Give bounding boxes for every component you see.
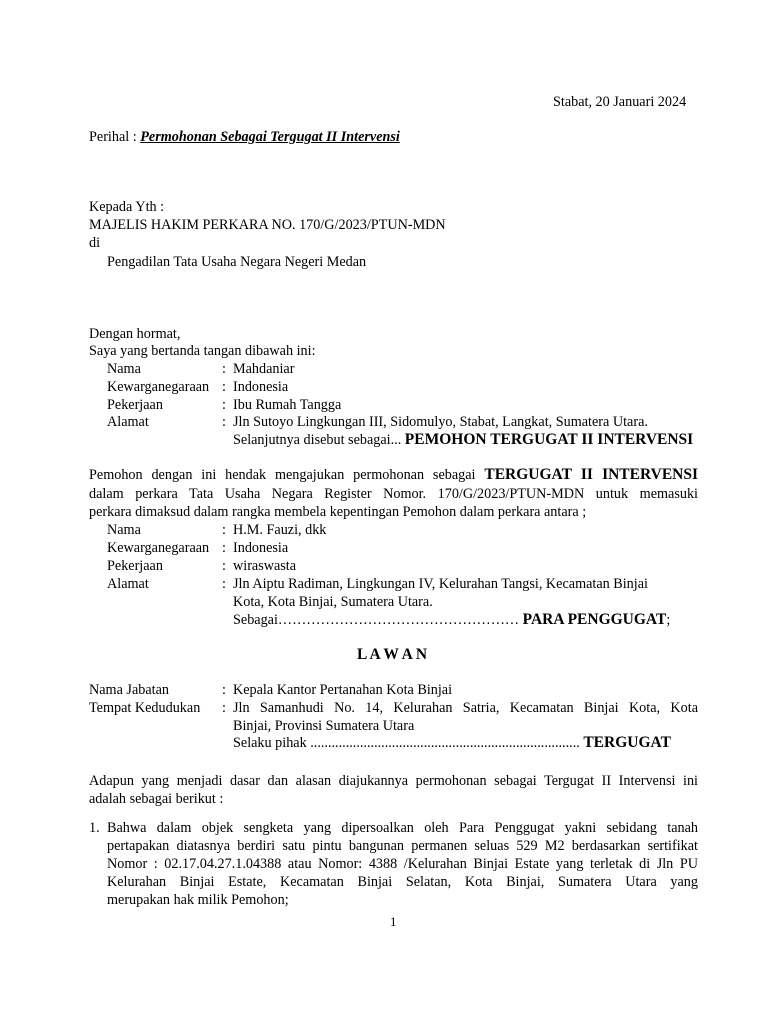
- plaintiff-nama-label: Nama: [107, 522, 141, 538]
- perihal-subject: Permohonan Sebagai Tergugat II Intervensi: [140, 129, 400, 145]
- para2-line-2: adalah sebagai berikut :: [89, 791, 224, 807]
- colon: :: [222, 540, 226, 556]
- addressee-line-1: Kepada Yth :: [89, 199, 165, 215]
- applicant-designation-prefix: Selanjutnya disebut sebagai...: [233, 432, 402, 448]
- perihal-label: Perihal :: [89, 129, 137, 145]
- colon: :: [222, 558, 226, 574]
- point1-number: 1.: [89, 820, 100, 836]
- defendant-designation-line: [233, 734, 671, 752]
- defendant-designation-prefix: Selaku pihak ............................................................................: [233, 735, 580, 751]
- para1-line-1: [89, 466, 698, 484]
- addressee-line-3: di: [89, 235, 101, 251]
- applicant-al-value: Jln Sutoyo Lingkungan III, Sidomulyo, Stabat, Langkat, Sumatera Utara.: [233, 414, 648, 430]
- colon: :: [222, 379, 226, 395]
- addressee-line-4: Pengadilan Tata Usaha Negara Negeri Medan: [107, 254, 367, 270]
- defendant-jabatan-value: Kepala Kantor Pertanahan Kota Binjai: [233, 682, 453, 698]
- plaintiff-al-label: Alamat: [107, 576, 149, 592]
- applicant-nama-value: Mahdaniar: [233, 361, 295, 377]
- date-line: Stabat, 20 Januari 2024: [553, 94, 687, 110]
- defendant-tempat-value-1: Jln Samanhudi No. 14, Kelurahan Satria, Kecamatan Binjai Kota, Kota: [233, 700, 698, 716]
- point1-line-3: Nomor : 02.17.04.27.1.04388 atau Nomor: 4388 /Kelurahan Binjai Estate yang terletak di Jln PU: [107, 856, 698, 872]
- colon: :: [222, 397, 226, 413]
- colon: :: [222, 522, 226, 538]
- colon: :: [222, 414, 226, 430]
- plaintiff-designation-suffix: ;: [666, 612, 671, 628]
- perihal-line: [89, 128, 400, 146]
- applicant-pk-value: Ibu Rumah Tangga: [233, 397, 342, 413]
- para1-line-1-prefix: Pemohon dengan ini hendak mengajukan permohonan sebagai: [89, 467, 476, 483]
- point1-line-4: Kelurahan Binjai Estate, Kecamatan Binjai Selatan, Kota Binjai, Sumatera Utara yang: [107, 874, 698, 890]
- plaintiff-pk-value: wiraswasta: [233, 558, 297, 574]
- colon: :: [222, 682, 226, 698]
- para1-line-2: dalam perkara Tata Usaha Negara Register Nomor. 170/G/2023/PTUN-MDN untuk memasuki: [89, 486, 698, 502]
- defendant-jabatan-label: Nama Jabatan: [89, 682, 169, 698]
- plaintiff-designation: PARA PENGGUGAT: [522, 611, 667, 628]
- colon: :: [222, 700, 226, 716]
- page-number: 1: [390, 914, 397, 929]
- addressee-line-2: MAJELIS HAKIM PERKARA NO. 170/G/2023/PTUN-MDN: [89, 217, 446, 233]
- applicant-kw-value: Indonesia: [233, 379, 289, 395]
- para1-line-1-bold: TERGUGAT II INTERVENSI: [484, 466, 699, 483]
- plaintiff-kw-value: Indonesia: [233, 540, 289, 556]
- colon: :: [222, 361, 226, 377]
- applicant-designation-line: [233, 431, 693, 449]
- applicant-pk-label: Pekerjaan: [107, 397, 163, 413]
- para2-line-1: Adapun yang menjadi dasar dan alasan diajukannya permohonan sebagai Tergugat II Intervensi ini: [89, 773, 698, 789]
- point1-line-1: Bahwa dalam objek sengketa yang dipersoalkan oleh Para Penggugat yakni sebidang tanah: [107, 820, 698, 836]
- point1-line-2: pertapakan diatasnya berdiri satu pintu bangunan permanen seluas 529 M2 berdasarkan sertifikat: [107, 838, 698, 854]
- applicant-nama-label: Nama: [107, 361, 141, 377]
- plaintiff-designation-prefix: Sebagai……………………………………………: [233, 612, 520, 628]
- plaintiff-al-value-2: Kota, Kota Binjai, Sumatera Utara.: [233, 594, 433, 610]
- plaintiff-pk-label: Pekerjaan: [107, 558, 163, 574]
- greeting: Dengan hormat,: [89, 326, 181, 342]
- intro-line: Saya yang bertanda tangan dibawah ini:: [89, 343, 316, 359]
- plaintiff-nama-value: H.M. Fauzi, dkk: [233, 522, 327, 538]
- plaintiff-designation-line: [233, 611, 670, 629]
- defendant-tempat-label: Tempat Kedudukan: [89, 700, 201, 716]
- para1-line-3: perkara dimaksud dalam rangka membela kepentingan Pemohon dalam perkara antara ;: [89, 504, 587, 520]
- applicant-designation: PEMOHON TERGUGAT II INTERVENSI: [404, 431, 694, 448]
- colon: :: [222, 576, 226, 592]
- applicant-kw-label: Kewarganegaraan: [107, 379, 210, 395]
- point1-line-5: merupakan hak milik Pemohon;: [107, 892, 289, 908]
- lawan-heading: L A W A N: [357, 646, 428, 663]
- defendant-tempat-value-2: Binjai, Provinsi Sumatera Utara: [233, 718, 415, 734]
- plaintiff-al-value-1: Jln Aiptu Radiman, Lingkungan IV, Kelurahan Tangsi, Kecamatan Binjai: [233, 576, 648, 592]
- applicant-al-label: Alamat: [107, 414, 149, 430]
- plaintiff-kw-label: Kewarganegaraan: [107, 540, 210, 556]
- defendant-designation: TERGUGAT: [583, 734, 671, 751]
